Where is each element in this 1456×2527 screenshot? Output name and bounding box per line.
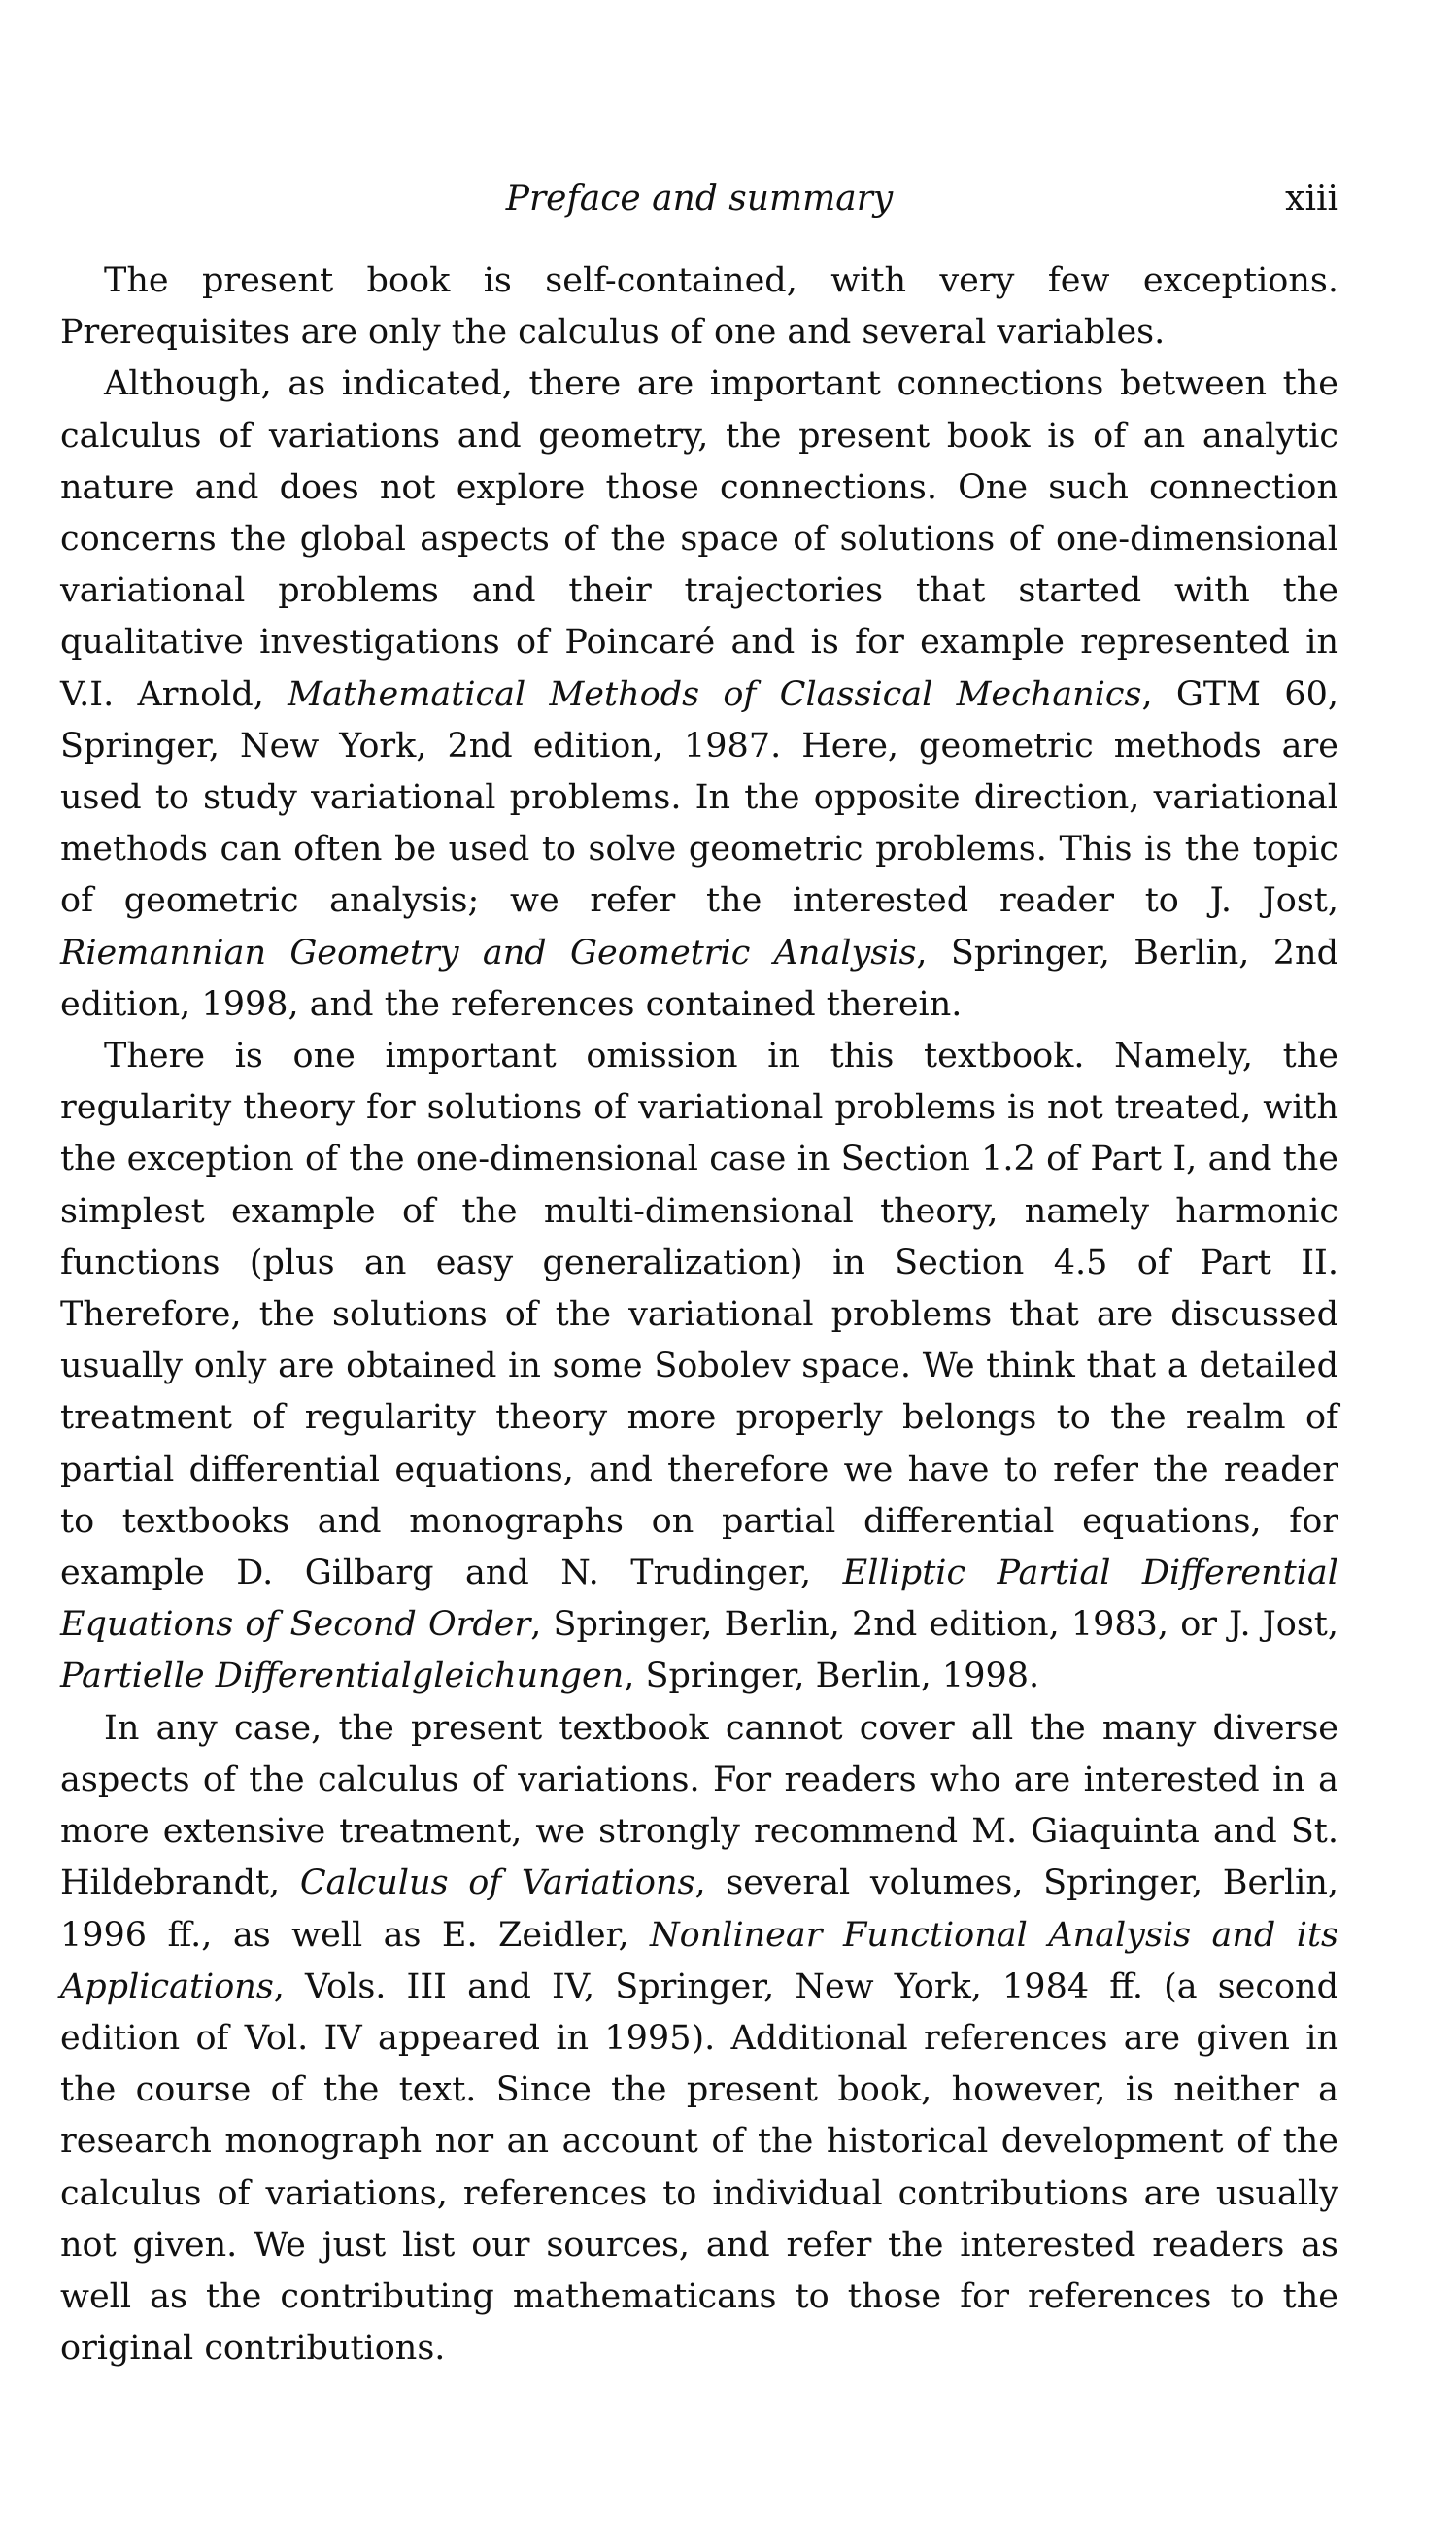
paragraph-text: The present book is self-contained, with very few exceptions. Prerequisites are only the calculus of one and several variables. — [60, 261, 1338, 353]
body-text — [60, 256, 1338, 2374]
book-title-zeidler: Nonlinear Functional Analysis and its Applications — [60, 1915, 1338, 2006]
paragraph-text: , Springer, Berlin, 2nd edition, 1983, or J. Jost, — [530, 1605, 1339, 1645]
book-title-arnold: Mathematical Methods of Classical Mechanics — [288, 674, 1142, 714]
paragraph-text: There is one important omission in this textbook. Namely, the regularity theory for solutions of variational problems is not treated, with the exception of the one-dimensional case in Section 1.2 of Part I, and the simplest example of the multi-dimensional theory, namely harmonic functions (plus an easy generalization) in Section 4.5 of Part II. Therefore, the solutions of the variational problems that are discussed usually only are obtained in some Sobolev space. We think that a detailed treatment of regularity theory more properly belongs to the realm of partial differential equations, and therefore we have to refer the reader to textbooks and monographs on partial differential equations, for example D. Gilbarg and N. Trudinger, — [60, 1037, 1338, 1593]
running-head — [60, 175, 1338, 223]
book-page — [60, 0, 1338, 2527]
book-title-giaquinta-hildebrandt: Calculus of Variations — [299, 1863, 695, 1903]
page-number: xiii — [1285, 179, 1338, 219]
book-title-jost-riemannian: Riemannian Geometry and Geometric Analysis — [60, 933, 917, 973]
paragraph-text: , several volumes, Springer, Berlin, 1996 ff., as well as E. Zeidler, — [60, 1863, 1339, 1955]
book-title-jost-partielle: Partielle Differentialgleichungen — [60, 1656, 625, 1696]
paragraph-further-reading — [60, 1703, 1338, 2375]
paragraph-prerequisites — [60, 256, 1338, 359]
paragraph-text: Although, as indicated, there are important connections between the calculus of variations and geometry, the present book is of an analytic nature and does not explore those connections. One such connection concerns the global aspects of the space of solutions of one-dimensional variational problems and their trajectories that started with the qualitative investigations of Poincaré and is for example represented in V.I. Arnold, — [60, 364, 1338, 714]
paragraph-text: , Vols. III and IV, Springer, New York, 1984 ff. (a second edition of Vol. IV appeared in 1995). Additional references are given in the course of the text. Since the present book, however, is neither a research monograph nor an account of the historical development of the calculus of variations, references to individual contributions are usually not given. We just list our sources, and refer the interested readers as well as the contributing mathematicans to those for references to the original contributions. — [60, 1966, 1338, 2369]
paragraph-text: , Springer, Berlin, 1998. — [624, 1656, 1040, 1696]
paragraph-geometry-connections — [60, 359, 1338, 1031]
book-title-gilbarg-trudinger: Elliptic Partial Differential Equations of Second Order — [60, 1554, 1338, 1645]
running-title: Preface and summary — [505, 179, 894, 219]
paragraph-text: , Springer, Berlin, 2nd edition, 1998, and the references contained therein. — [60, 933, 1338, 1024]
paragraph-text: In any case, the present textbook cannot cover all the many diverse aspects of the calculus of variations. For readers who are interested in a more extensive treatment, we strongly recommend M. Giaquinta and St. Hildebrandt, — [60, 1708, 1338, 1903]
paragraph-regularity-omission — [60, 1031, 1338, 1703]
paragraph-text: , GTM 60, Springer, New York, 2nd edition, 1987. Here, geometric methods are used to study variational problems. In the opposite direction, variational methods can often be used to solve geometric problems. This is the topic of geometric analysis; we refer the interested reader to J. Jost, — [60, 674, 1338, 921]
